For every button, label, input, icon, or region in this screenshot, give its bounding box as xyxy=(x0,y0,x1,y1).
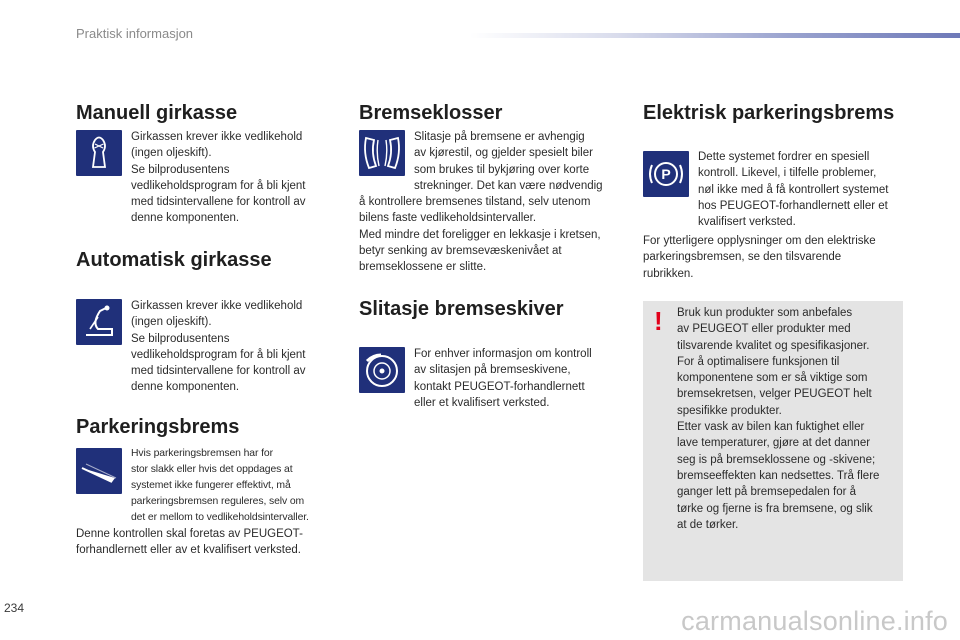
parking-brake-lever-icon xyxy=(76,448,122,494)
bremseklosser-text-wrap: Slitasje på bremsene er avhengig av kjørestil, og gjelder spesielt biler som brukes til bykjøring over korte strekninger. Det kan være nødvendig xyxy=(414,131,603,192)
section-title-automatisk-girkasse: Automatisk girkasse xyxy=(76,249,272,271)
automatic-gear-selector-icon xyxy=(76,299,122,345)
elektrisk-parkeringsbrems-text-wrap: Dette systemet fordrer en spesiell kontroll. Likevel, i tilfelle problemer, nøl ikke med å få kontrollert systemet hos PEUGEOT-forhandlernett eller et kvalifisert verksted. xyxy=(698,151,889,229)
svg-text:P: P xyxy=(661,166,671,182)
section-title-parkeringsbrems: Parkeringsbrems xyxy=(76,416,240,438)
page-number: 234 xyxy=(4,601,25,615)
parkeringsbrems-text: Denne kontrollen skal foretas av PEUGEOT- forhandlernett eller av et kvalifisert verksted. xyxy=(76,528,303,557)
warning-text: Bruk kun produkter som anbefales av PEUGEOT eller produkter med tilsvarende kvalitet og spesifikasjoner. For å optimalisere funksjonen til komponentene som er så viktige som bremsekretsen, velger PEUGEOT helt spesifikke produkter. Etter vask av bilen kan fuktighet eller lave temperaturer, gjøre at det danner seg is på bremseklossene og -skivene; bremseeffekten kan nedsettes. Trå flere ganger lett på bremsepedalen for å tørke og fjerne is fra bremsene, og slik at de tørker. xyxy=(677,307,880,531)
watermark: carmanualsonline.info xyxy=(681,606,948,636)
warning-exclamation-icon: ! xyxy=(654,306,663,336)
bremseskiver-text: For enhver informasjon om kontroll av slitasjen på bremseskivene, kontakt PEUGEOT-forhandlernett eller et kvalifisert verksted. xyxy=(414,348,592,409)
parkeringsbrems-text-wrap: Hvis parkeringsbremsen har for stor slakk eller hvis det oppdages at systemet ikke fungerer effektivt, må parkeringsbremsen reguleres, selv om det er mellom to vedlikeholdsintervaller. xyxy=(131,448,309,523)
header-decorative-line xyxy=(470,33,960,38)
elektrisk-parkeringsbrems-text: For ytterligere opplysninger om den elektriske parkeringsbremsen, se den tilsvarende rubrikken. xyxy=(643,235,876,280)
section-title-bremseklosser: Bremseklosser xyxy=(359,102,503,124)
brake-pads-icon xyxy=(359,130,405,176)
page-header-title: Praktisk informasjon xyxy=(76,26,194,41)
electric-parking-brake-icon xyxy=(643,151,689,197)
brake-disc-icon xyxy=(359,347,405,393)
manuell-girkasse-text: Girkassen krever ikke vedlikehold (ingen oljeskift). Se bilprodusentens vedlikeholdsprogram for å bli kjent med tidsintervallene for kontroll av denne komponenten. xyxy=(131,131,306,225)
section-title-slitasje-bremseskiver: Slitasje bremseskiver xyxy=(359,298,564,320)
bremseklosser-text: å kontrollere bremsenes tilstand, selv utenom bilens faste vedlikeholdsintervaller. Med mindre det foreligger en lekkasje i kretsen, betyr senking av bremsevæskenivået at bremseklossene er slitte. xyxy=(359,196,601,274)
manual-gear-lever-icon xyxy=(76,130,122,176)
automatisk-girkasse-text: Girkassen krever ikke vedlikehold (ingen oljeskift). Se bilprodusentens vedlikeholdsprogram for å bli kjent med tidsintervallene for kontroll av denne komponenten. xyxy=(131,300,306,394)
section-title-elektrisk-parkeringsbrems: Elektrisk parkeringsbrems xyxy=(643,102,895,124)
section-title-manuell-girkasse: Manuell girkasse xyxy=(76,102,238,124)
